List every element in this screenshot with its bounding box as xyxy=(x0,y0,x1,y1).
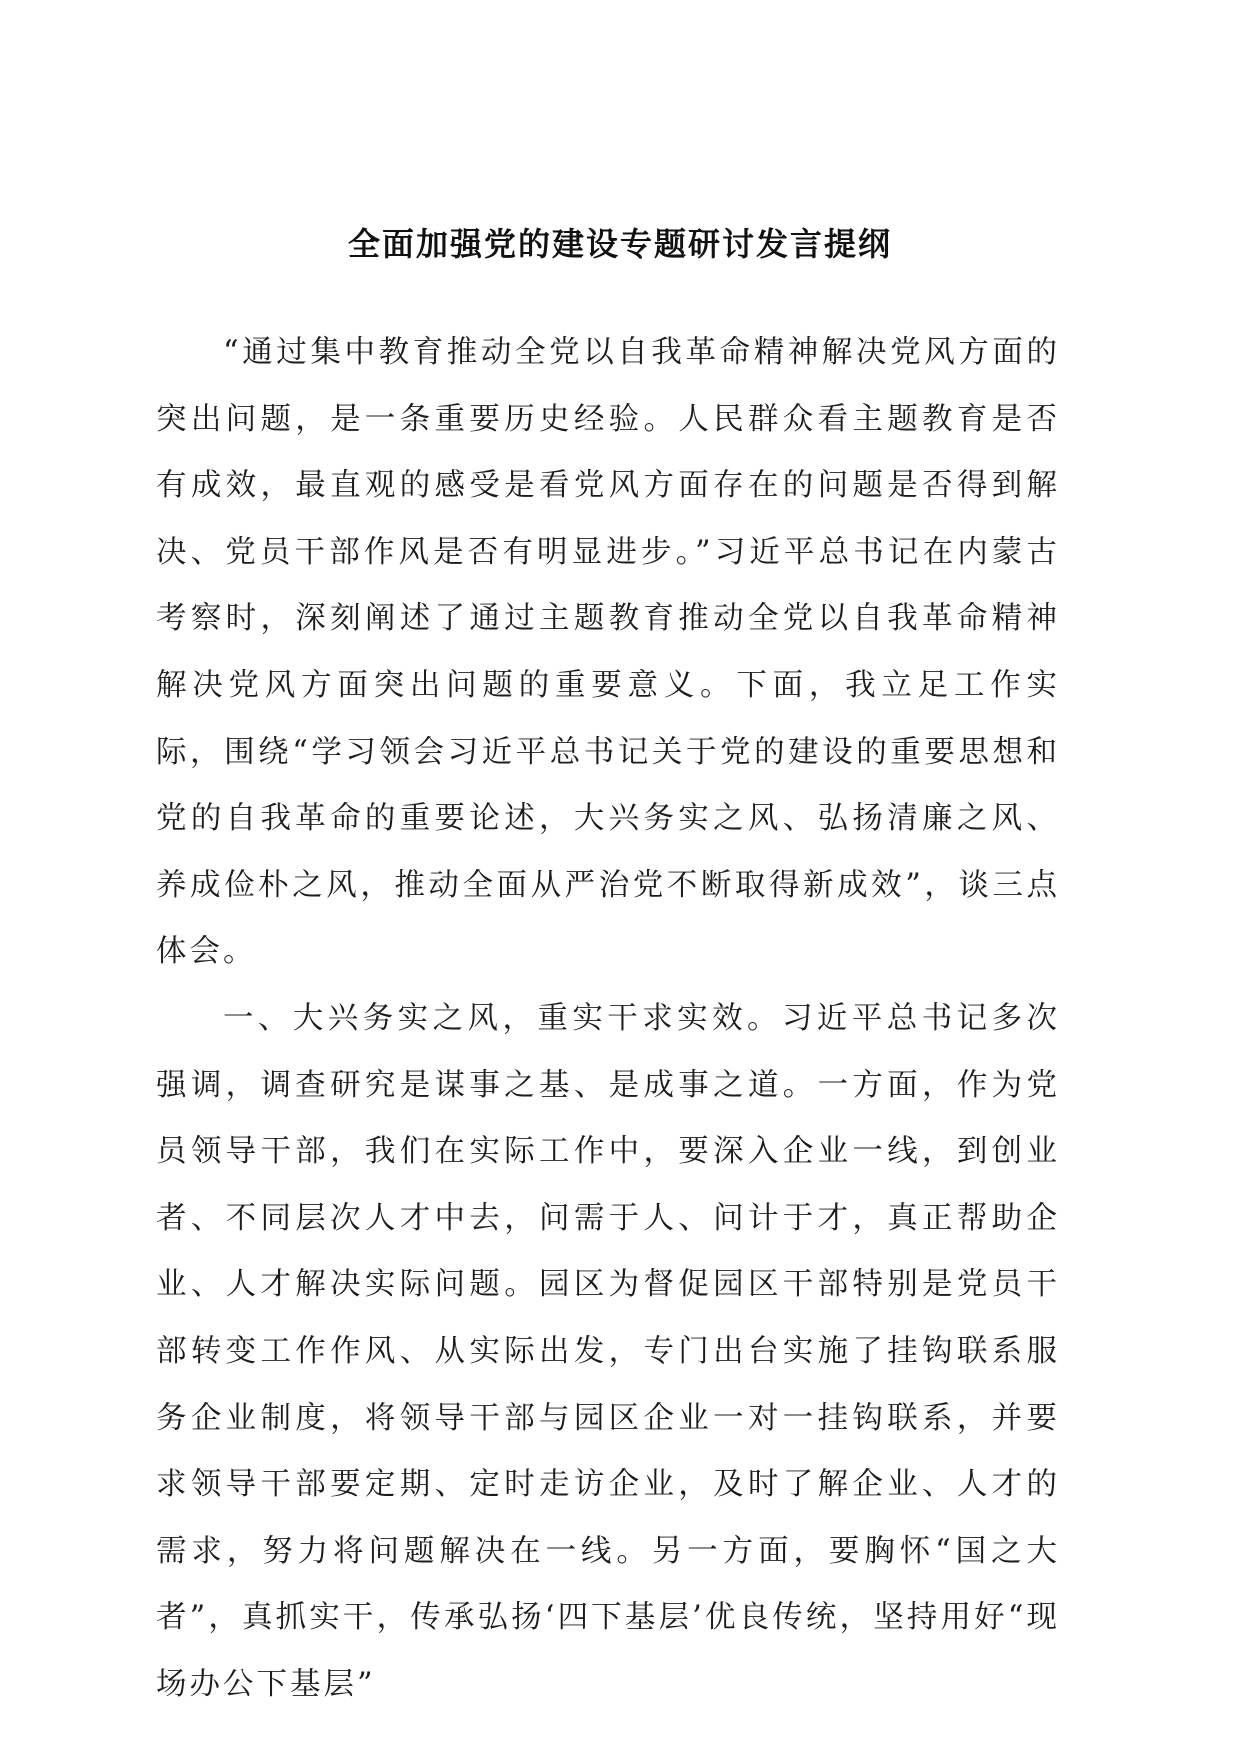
document-title: 全面加强党的建设专题研讨发言提纲 xyxy=(347,225,892,263)
paragraph-intro: “通过集中教育推动全党以自我革命精神解决党风方面的突出问题，是一条重要历史经验。人民群众看主题教育是否有成效，最直观的感受是看党风方面存在的问题是否得到解决、党员干部作风是否有明显进步。”习近平总书记在内蒙古考察时，深刻阐述了通过主题教育推动全党以自我革命精神解决党风方面突出问题的重要意义。下面，我立足工作实际，围绕“学习领会习近平总书记关于党的建设的重要思想和党的自我革命的重要论述，大兴务实之风、弘扬清廉之风、养成俭朴之风，推动全面从严治党不断取得新成效”，谈三点体会。 xyxy=(156,335,1060,970)
paragraph-section-one: 一、大兴务实之风，重实干求实效。习近平总书记多次强调，调查研究是谋事之基、是成事之道。一方面，作为党员领导干部，我们在实际工作中，要深入企业一线，到创业者、不同层次人才中去，问需于人、问计于才，真正帮助企业、人才解决实际问题。园区为督促园区干部特别是党员干部转变工作作风、从实际出发，专门出台实施了挂钩联系服务企业制度，将领导干部与园区企业一对一挂钩联系，并要求领导干部要定期、定时走访企业，及时了解企业、人才的需求，努力将问题解决在一线。另一方面，要胸怀“国之大者”，真抓实干，传承弘扬‘四下基层’优良传统，坚持用好“现场办公下基层” xyxy=(156,1000,1060,1702)
document-body xyxy=(156,320,1060,1718)
